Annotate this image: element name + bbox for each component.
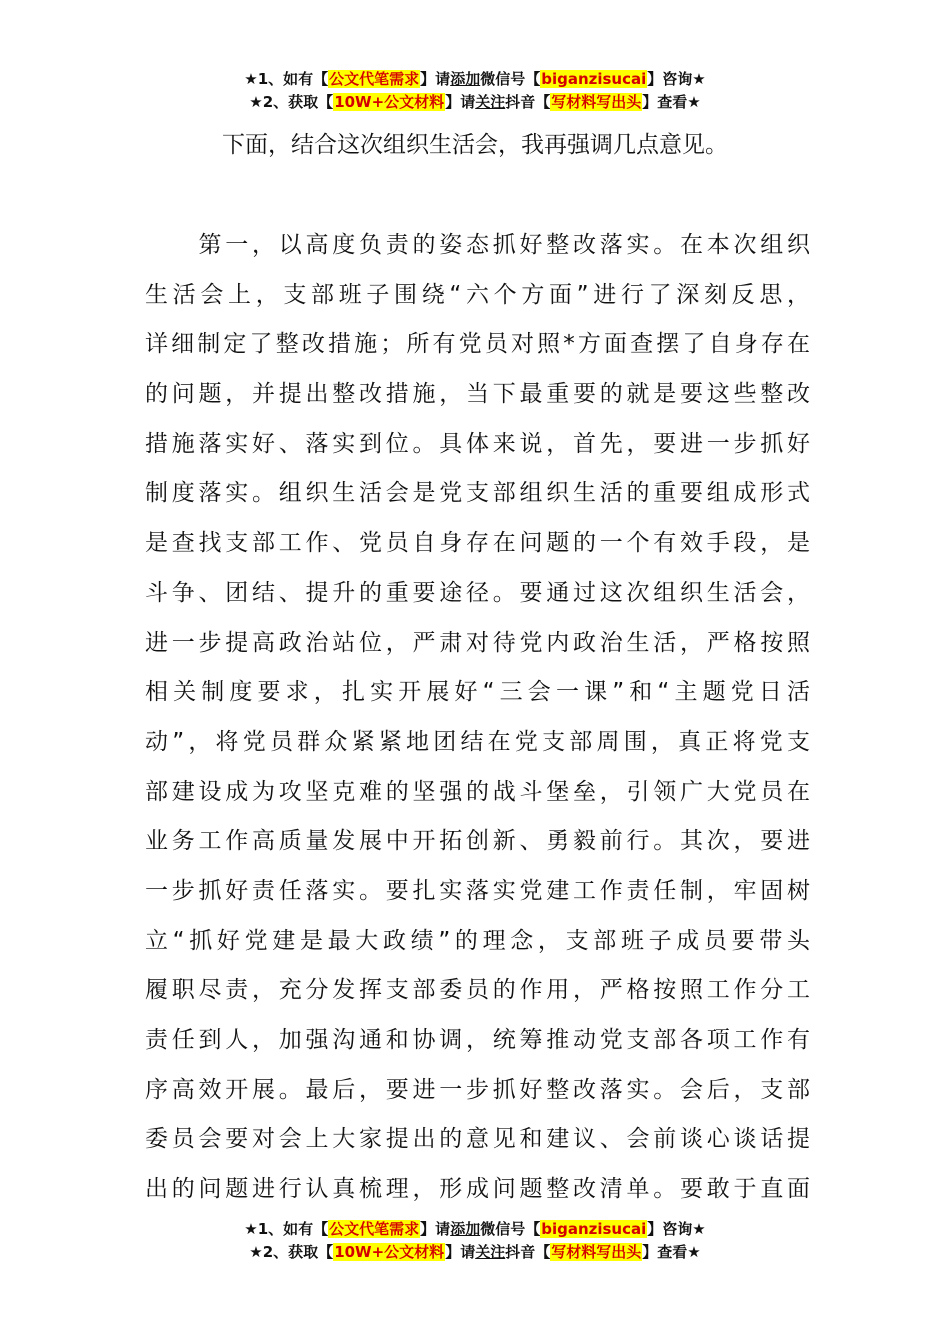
banner-text: 】请	[445, 1243, 476, 1261]
body-line: 履职尽责，充分发挥支部委员的作用，严格按照工作分工	[145, 977, 810, 1004]
body-line: 序高效开展。最后，要进一步抓好整改落实。会后，支部	[145, 1076, 810, 1103]
body-line: 是查找支部工作、党员自身存在问题的一个有效手段，是	[145, 530, 810, 557]
banner-highlight: 10W+公文材料	[334, 1243, 445, 1261]
footer-banner	[0, 1218, 950, 1264]
body-line: 立“抓好党建是最大政绩”的理念，支部班子成员要带头	[145, 927, 810, 954]
banner-text: ★2、获取【	[249, 1243, 334, 1261]
body-line: 一步抓好责任落实。要扎实落实党建工作责任制，牢固树	[145, 877, 810, 904]
header-banner-line-2	[0, 91, 950, 114]
banner-highlight: biganzisucai	[541, 1220, 647, 1238]
body-line: 进一步提高政治站位，严肃对待党内政治生活，严格按照	[145, 629, 810, 656]
footer-banner-line-1	[0, 1218, 950, 1241]
body-line: 动”，将党员群众紧紧地团结在党支部周围，真正将党支	[145, 728, 810, 755]
body-paragraph	[145, 224, 810, 1218]
banner-emphasis: 关注	[475, 93, 506, 111]
banner-text: 】请	[445, 93, 476, 111]
banner-highlight: 公文代笔需求	[329, 1220, 420, 1238]
intro-sentence: 下面，结合这次组织生活会，我再强调几点意见。	[222, 132, 728, 158]
body-line: 委员会要对会上大家提出的意见和建议、会前谈心谈话提	[145, 1126, 810, 1153]
body-line: 业务工作高质量发展中开拓创新、勇毅前行。其次，要进	[145, 828, 810, 855]
banner-text: 】查看★	[642, 93, 701, 111]
body-line: 的问题，并提出整改措施，当下最重要的就是要这些整改	[145, 381, 810, 408]
body-line: 责任到人，加强沟通和协调，统筹推动党支部各项工作有	[145, 1027, 810, 1053]
body-line: 制度落实。组织生活会是党支部组织生活的重要组成形式	[145, 480, 810, 507]
banner-highlight: 写材料写出头	[551, 1243, 642, 1261]
banner-text: 】查看★	[642, 1243, 701, 1261]
banner-highlight: biganzisucai	[541, 70, 647, 88]
banner-text: 微信号【	[480, 1220, 541, 1238]
banner-highlight: 公文代笔需求	[329, 70, 420, 88]
body-line: 出的问题进行认真梳理，形成问题整改清单。要敢于直面	[145, 1176, 810, 1203]
footer-banner-line-2	[0, 1241, 950, 1264]
body-line: 第一，以高度负责的姿态抓好整改落实。在本次组织	[145, 232, 810, 258]
banner-text: 微信号【	[480, 70, 541, 88]
banner-text: 】咨询★	[647, 1220, 706, 1238]
banner-emphasis: 添加	[450, 1220, 481, 1238]
banner-text: 】请	[420, 1220, 451, 1238]
body-line: 相关制度要求，扎实开展好“三会一课”和“主题党日活	[145, 679, 810, 706]
body-line: 部建设成为攻坚克难的坚强的战斗堡垒，引领广大党员在	[145, 778, 810, 805]
banner-text: 抖音【	[505, 93, 551, 111]
header-banner	[0, 68, 950, 114]
banner-text: 抖音【	[505, 1243, 551, 1261]
banner-emphasis: 添加	[450, 70, 481, 88]
body-line: 措施落实好、落实到位。具体来说，首先，要进一步抓好	[145, 430, 810, 457]
banner-text: ★1、如有【	[244, 1220, 329, 1238]
body-line: 斗争、团结、提升的重要途径。要通过这次组织生活会，	[145, 579, 810, 606]
banner-text: 】请	[420, 70, 451, 88]
body-line: 详细制定了整改措施；所有党员对照*方面查摆了自身存在	[145, 331, 810, 358]
banner-highlight: 写材料写出头	[551, 93, 642, 111]
banner-text: ★2、获取【	[249, 93, 334, 111]
banner-highlight: 10W+公文材料	[334, 93, 445, 111]
body-line: 生活会上，支部班子围绕“六个方面”进行了深刻反思，	[145, 281, 810, 308]
banner-text: ★1、如有【	[244, 70, 329, 88]
header-banner-line-1	[0, 68, 950, 91]
banner-emphasis: 关注	[475, 1243, 506, 1261]
banner-text: 】咨询★	[647, 70, 706, 88]
